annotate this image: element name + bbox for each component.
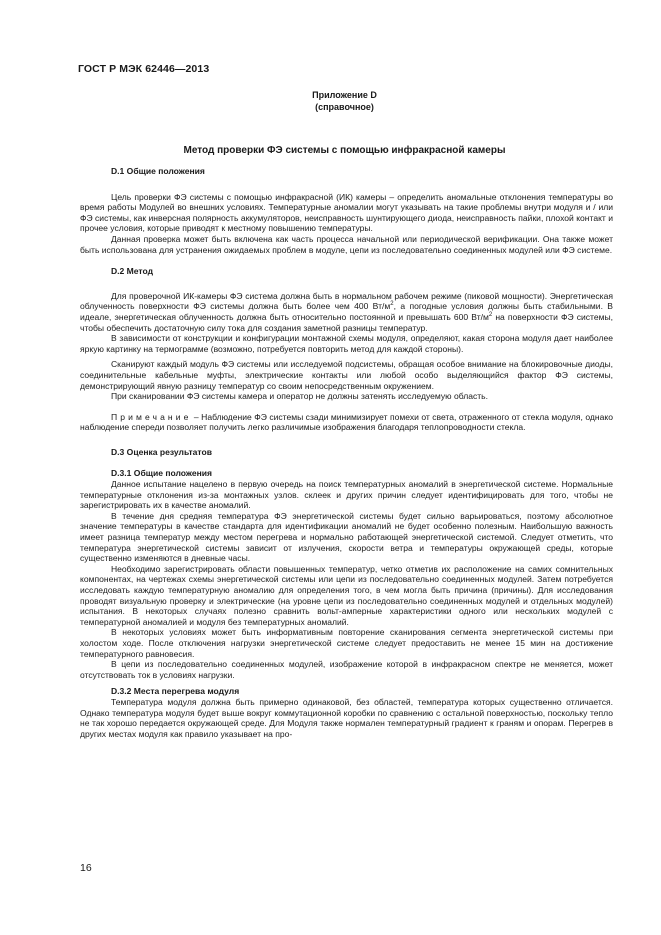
section-d1-paragraph: Цель проверки ФЭ системы с помощью инфракрасной (ИК) камеры – определить аномальные отклонения температуры во время работы Модулей во внешних условиях. Температурные аномалии могут указывать на такие проблемы внутри модуля и / или ФЭ системы, как инверсная полярность аккумуляторов, неисправность шунтирующего диода, неисправность пайки, плохой контакт и прочее условия, которые приводят к местному повышению температуры. — [80, 191, 613, 234]
text-fragment: Для проверочной ИК-камеры ФЭ система должна быть в нормальном рабочем режиме (пиковой мощности). Энергетическая облученность поверхности ФЭ системы должна быть более чем 400 Вт/м — [80, 290, 613, 312]
section-d31-paragraph: Данное испытание нацелено в первую очередь на поиск температурных аномалий в энергетической системе. Нормальные температурные отклонения из-за монтажных узлов. склеек и других причин следует идентифицировать для того, чтобы не зарегистрировать их в качестве аномалий. — [80, 479, 613, 511]
section-d31-paragraph: В цепи из последовательно соединенных модулей, изображение которой в инфракрасном спектре не меняется, может отсутствовать ток в условиях нагрузки. — [80, 659, 613, 680]
page-number: 16 — [80, 862, 92, 874]
note-text: Наблюдение ФЭ системы сзади минимизирует помехи от света, отраженного от стекла модуля, однако наблюдение спереди позволяет получить легко различимые изображения благодаря теплопроводности стекла. — [80, 411, 613, 433]
section-d2-paragraph: Сканируют каждый модуль ФЭ системы или исследуемой подсистемы, обращая особое внимание на блокировочные диоды, соединительные кабельные муфты, электрические контакты или любой особо выделяющийся фактор ФЭ системы, демонстрирующий явную разницу температур со своим непосредственным окружением. — [80, 359, 613, 391]
section-d31-heading: D.3.1 Общие положения — [111, 468, 213, 479]
section-d31-paragraph: В течение дня средняя температура ФЭ энергетической системы будет сильно варьироваться, поэтому абсолютное значение температуры в качестве стандарта для идентификации аномалий не будет особенно полезным. Наибольшую важность имеет разница температур между местом перегрева и нормально работающей энергетической системой. Следует отметить, что температура энергетической системы зависит от излучения, скорости ветра и температуры окружающей среды, которые существенно изменяются в дневные часы. — [80, 510, 613, 564]
section-d2-heading: D.2 Метод — [111, 266, 154, 277]
standard-designation: ГОСТ Р МЭК 62446—2013 — [78, 63, 210, 75]
section-d31-paragraph: Необходимо зарегистрировать области повышенных температур, четко отметив их расположение на самих сомнительных компонентах, на чертежах схемы энергетической системы или цепи из последовательно соединенных модулей. Затем потребуется исследовать каждую температурную аномалию для определения того, в чем могла быть причина (причины). Для исследования проводят визуальную проверку и электрические (на уровне цепи из последовательно соединенных модулей и отдельных модулей) испытания. В некоторых случаях полезно сравнить вольт-амперные характеристики одного или нескольких модулей с температурной аномалией и модуля без температурных аномалий. — [80, 563, 613, 627]
section-d31-paragraph: В некоторых условиях может быть информативным повторение сканирования сегмента энергетической системы при холостом ходе. После отключения нагрузки энергетической системе следует предоставить не менее 15 мин на достижение температурного равновесия. — [80, 627, 613, 659]
document-body — [80, 166, 613, 739]
section-d3-heading: D.3 Оценка результатов — [111, 446, 212, 457]
section-d2-paragraph — [80, 291, 613, 333]
superscript: 2 — [390, 301, 394, 308]
text-fragment: , а погодные условия должны быть стабильными. В идеале, энергетическая облученность должна быть относительно постоянной и превышать 600 Вт/м — [80, 301, 614, 322]
section-d32-paragraph: Температура модуля должна быть примерно одинаковой, без областей, температура которых существенно отличается. Однако температура модуля будет выше вокруг коммутационной коробки по сравнению с остальной поверхностью, поскольку тепло не так хорошо передается окружающей среде. Для Модуля также нормален температурный градиент к граням и опорам. Перегрев в других местах модуля как правило указывает на про- — [80, 696, 613, 739]
section-d1-paragraph: Данная проверка может быть включена как часть процесса начальной или периодической верификации. Она также может быть использована для устранения ожидаемых проблем в модуле, цепи из последовательно соединенных модулей или ФЭ системе. — [80, 233, 613, 255]
text-fragment: на поверхности ФЭ системы, чтобы обеспечить достаточную силу тока для создания заметной разницы температур. — [80, 311, 613, 333]
appendix-title: Метод проверки ФЭ системы с помощью инфракрасной камеры — [183, 145, 506, 156]
section-d1-heading: D.1 Общие положения — [111, 166, 205, 176]
note-paragraph — [80, 412, 613, 433]
section-d2-paragraph: В зависимости от конструкции и конфигурации монтажной схемы модуля, определяют, какая сторона модуля дает наиболее яркую картинку на термограмме (возможно, потребуется повторить метод для каждой стороны). — [80, 333, 613, 354]
section-d32-heading: D.3.2 Места перегрева модуля — [111, 686, 240, 697]
appendix-label: Приложение D — [312, 90, 377, 100]
superscript: 2 — [488, 312, 493, 319]
appendix-type: (справочное) — [315, 102, 374, 112]
appendix-heading — [0, 89, 661, 113]
note-dash: – — [191, 411, 202, 422]
note-label: Примечание — [111, 411, 192, 422]
section-d2-paragraph: При сканировании ФЭ системы камера и оператор не должны затенять исследуемую область. — [111, 391, 488, 402]
